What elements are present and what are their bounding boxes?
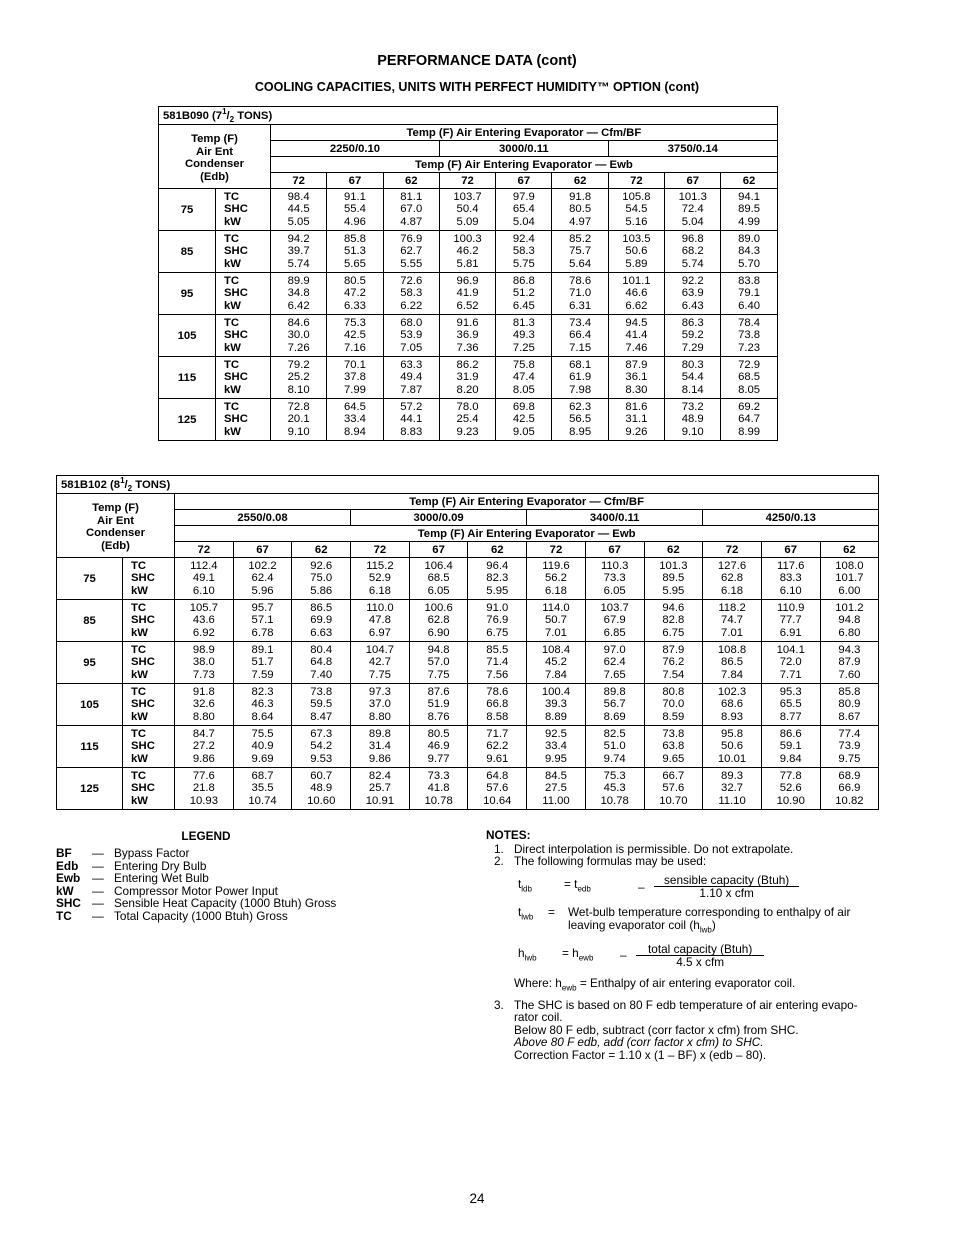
table-cell: 115.2 52.9 6.18 bbox=[351, 558, 410, 600]
page-subtitle: COOLING CAPACITIES, UNITS WITH PERFECT HUMIDITY™ OPTION (cont) bbox=[254, 80, 700, 94]
table-cell: 67.3 54.2 9.53 bbox=[292, 726, 351, 768]
table-cell: 80.5 47.2 6.33 bbox=[327, 273, 383, 315]
table-cell: 71.7 62.2 9.61 bbox=[468, 726, 527, 768]
table-row bbox=[57, 768, 879, 810]
table-cell: 92.6 75.0 5.86 bbox=[292, 558, 351, 600]
cfm-group: 3750/0.14 bbox=[608, 141, 777, 157]
table-cell: 97.0 62.4 7.65 bbox=[585, 642, 644, 684]
table-cell: 84.5 27.5 11.00 bbox=[527, 768, 586, 810]
performance-table-581B090 bbox=[158, 106, 778, 441]
table-cell: 81.6 31.1 9.26 bbox=[608, 399, 664, 441]
ewb-column-header: 62 bbox=[468, 542, 527, 558]
table-cell: 100.4 39.3 8.89 bbox=[527, 684, 586, 726]
table-cell: 94.2 39.7 5.74 bbox=[271, 231, 327, 273]
table-cell: 110.3 73.3 6.05 bbox=[585, 558, 644, 600]
table-cell: 105.7 43.6 6.92 bbox=[175, 600, 234, 642]
row-temp-edb: 95 bbox=[57, 642, 123, 684]
row-labels: TC SHC kW bbox=[216, 357, 271, 399]
table-cell: 60.7 48.9 10.60 bbox=[292, 768, 351, 810]
table-cell: 78.4 73.8 7.23 bbox=[721, 315, 777, 357]
ewb-column-header: 67 bbox=[327, 173, 383, 189]
table-cell: 75.5 40.9 9.69 bbox=[233, 726, 292, 768]
row-labels: TC SHC kW bbox=[123, 600, 175, 642]
ewb-column-header: 62 bbox=[292, 542, 351, 558]
temp-header: Temp (F) Air Ent Condenser (Edb) bbox=[57, 494, 175, 558]
table-cell: 101.2 94.8 6.80 bbox=[820, 600, 879, 642]
note-1: Direct interpolation is permissible. Do not extrapolate. bbox=[514, 841, 794, 856]
ewb-column-header: 72 bbox=[351, 542, 410, 558]
table-cell: 72.9 68.5 8.05 bbox=[721, 357, 777, 399]
table-cell: 94.3 87.9 7.60 bbox=[820, 642, 879, 684]
table-cell: 110.0 47.8 6.97 bbox=[351, 600, 410, 642]
table-cell: 110.9 77.7 6.91 bbox=[761, 600, 820, 642]
table-cell: 94.1 89.5 4.99 bbox=[721, 189, 777, 231]
ewb-column-header: 72 bbox=[271, 173, 327, 189]
table-cell: 89.8 31.4 9.86 bbox=[351, 726, 410, 768]
table-row bbox=[57, 642, 879, 684]
table-cell: 73.8 63.8 9.65 bbox=[644, 726, 703, 768]
page-number: 24 bbox=[469, 1191, 485, 1206]
table-cell: 80.8 70.0 8.59 bbox=[644, 684, 703, 726]
table-cell: 86.8 51.2 6.45 bbox=[496, 273, 552, 315]
table-cell: 87.9 36.1 8.30 bbox=[608, 357, 664, 399]
table-row bbox=[57, 684, 879, 726]
temp-header: Temp (F) Air Ent Condenser (Edb) bbox=[159, 125, 271, 189]
row-temp-edb: 85 bbox=[57, 600, 123, 642]
table-cell: 101.3 89.5 5.95 bbox=[644, 558, 703, 600]
table-cell: 77.8 52.6 10.90 bbox=[761, 768, 820, 810]
legend-item: TC — Total Capacity (1000 Btuh) Gross bbox=[56, 908, 288, 923]
table-cell: 85.8 80.9 8.67 bbox=[820, 684, 879, 726]
table-cell: 72.6 58.3 6.22 bbox=[383, 273, 439, 315]
page-title: PERFORMANCE DATA (cont) bbox=[377, 53, 577, 69]
row-temp-edb: 115 bbox=[57, 726, 123, 768]
table-cell: 80.3 54.4 8.14 bbox=[665, 357, 721, 399]
table-row bbox=[159, 273, 778, 315]
ewb-column-header: 72 bbox=[527, 542, 586, 558]
table-cell: 106.4 68.5 6.05 bbox=[409, 558, 468, 600]
table-row bbox=[159, 399, 778, 441]
ewb-header: Temp (F) Air Entering Evaporator — Ewb bbox=[175, 526, 879, 542]
row-temp-edb: 115 bbox=[159, 357, 216, 399]
table-cell: 101.3 72.4 5.04 bbox=[665, 189, 721, 231]
table-row bbox=[159, 231, 778, 273]
table-model-title: 581B102 ($8^1/_2$ TONS) bbox=[57, 476, 879, 494]
formula-tlwb: $t_{lwb}$ = Wet-bulb temperature corresponding to enthalpy of air leaving evaporator coil $(h_{lwb})$ bbox=[518, 904, 851, 934]
table-cell: 112.4 49.1 6.10 bbox=[175, 558, 234, 600]
table-cell: 97.3 37.0 8.80 bbox=[351, 684, 410, 726]
cfm-header: Temp (F) Air Entering Evaporator — Cfm/BF bbox=[175, 494, 879, 510]
table-cell: 68.0 53.9 7.05 bbox=[383, 315, 439, 357]
table-cell: 75.3 42.5 7.16 bbox=[327, 315, 383, 357]
ewb-column-header: 72 bbox=[703, 542, 762, 558]
table-cell: 91.6 36.9 7.36 bbox=[439, 315, 495, 357]
ewb-column-header: 62 bbox=[383, 173, 439, 189]
cfm-header: Temp (F) Air Entering Evaporator — Cfm/BF bbox=[271, 125, 778, 141]
table-cell: 85.2 75.7 5.64 bbox=[552, 231, 608, 273]
legend-item: BF — Bypass Factor bbox=[56, 846, 190, 860]
table-cell: 80.4 64.8 7.40 bbox=[292, 642, 351, 684]
table-cell: 73.3 41.8 10.78 bbox=[409, 768, 468, 810]
row-labels: TC SHC kW bbox=[216, 189, 271, 231]
table-cell: 73.4 66.4 7.15 bbox=[552, 315, 608, 357]
table-cell: 85.8 51.3 5.65 bbox=[327, 231, 383, 273]
table-cell: 91.8 80.5 4.97 bbox=[552, 189, 608, 231]
table-cell: 118.2 74.7 7.01 bbox=[703, 600, 762, 642]
legend-item: Edb — Entering Dry Bulb bbox=[56, 858, 207, 873]
table-cell: 64.5 33.4 8.94 bbox=[327, 399, 383, 441]
table-cell: 81.1 67.0 4.87 bbox=[383, 189, 439, 231]
table-cell: 87.6 51.9 8.76 bbox=[409, 684, 468, 726]
table-row bbox=[57, 600, 879, 642]
note-3: The SHC is based on 80 F edb temperature of air entering evapo-rator coil. Below 80 F edb, subtract (corr factor x cfm) from SHC. Above 80 F edb, add (corr factor x cfm) to SHC. Correction Factor = 1.10 x (1 – BF) x (edb – 80). bbox=[514, 997, 858, 1063]
table-cell: 94.5 41.4 7.46 bbox=[608, 315, 664, 357]
note-number: 3. bbox=[494, 997, 504, 1012]
table-row bbox=[159, 189, 778, 231]
formula-hlwb: $h_{lwb}$ = $h_{ewb}$ – $\frac{\text{total capacity (Btuh)}}{\text{4.5 x cfm}}$ bbox=[518, 943, 886, 969]
table-cell: 79.2 25.2 8.10 bbox=[271, 357, 327, 399]
table-cell: 92.4 58.3 5.75 bbox=[496, 231, 552, 273]
row-labels: TC SHC kW bbox=[123, 684, 175, 726]
table-cell: 89.0 84.3 5.70 bbox=[721, 231, 777, 273]
table-cell: 98.9 38.0 7.73 bbox=[175, 642, 234, 684]
table-cell: 86.3 59.2 7.29 bbox=[665, 315, 721, 357]
row-temp-edb: 95 bbox=[159, 273, 216, 315]
table-row bbox=[159, 315, 778, 357]
row-temp-edb: 75 bbox=[57, 558, 123, 600]
ewb-column-header: 62 bbox=[552, 173, 608, 189]
table-cell: 92.5 33.4 9.95 bbox=[527, 726, 586, 768]
where-clause: Where: $h_{ewb}$ = Enthalpy of air entering evaporator coil. bbox=[514, 975, 796, 993]
legend-title: LEGEND bbox=[181, 829, 231, 843]
ewb-column-header: 62 bbox=[644, 542, 703, 558]
ewb-column-header: 67 bbox=[665, 173, 721, 189]
ewb-column-header: 62 bbox=[721, 173, 777, 189]
ewb-column-header: 67 bbox=[761, 542, 820, 558]
table-cell: 69.8 42.5 9.05 bbox=[496, 399, 552, 441]
table-cell: 117.6 83.3 6.10 bbox=[761, 558, 820, 600]
table-cell: 105.8 54.5 5.16 bbox=[608, 189, 664, 231]
ewb-column-header: 72 bbox=[175, 542, 234, 558]
legend-item: kW — Compressor Motor Power Input bbox=[56, 883, 278, 898]
cfm-group: 4250/0.13 bbox=[703, 510, 879, 526]
table-cell: 108.4 45.2 7.84 bbox=[527, 642, 586, 684]
table-cell: 89.8 56.7 8.69 bbox=[585, 684, 644, 726]
table-cell: 127.6 62.8 6.18 bbox=[703, 558, 762, 600]
notes-title: NOTES: bbox=[486, 828, 531, 842]
table-cell: 87.9 76.2 7.54 bbox=[644, 642, 703, 684]
table-cell: 95.3 65.5 8.77 bbox=[761, 684, 820, 726]
table-cell: 64.8 57.6 10.64 bbox=[468, 768, 527, 810]
table-cell: 89.9 34.8 6.42 bbox=[271, 273, 327, 315]
ewb-column-header: 67 bbox=[409, 542, 468, 558]
ewb-column-header: 62 bbox=[820, 542, 879, 558]
table-cell: 96.4 82.3 5.95 bbox=[468, 558, 527, 600]
cfm-group: 3400/0.11 bbox=[527, 510, 703, 526]
row-temp-edb: 105 bbox=[159, 315, 216, 357]
row-labels: TC SHC kW bbox=[123, 642, 175, 684]
table-cell: 104.7 42.7 7.75 bbox=[351, 642, 410, 684]
table-cell: 68.1 61.9 7.98 bbox=[552, 357, 608, 399]
table-cell: 91.8 32.6 8.80 bbox=[175, 684, 234, 726]
table-cell: 119.6 56.2 6.18 bbox=[527, 558, 586, 600]
table-cell: 75.8 47.4 8.05 bbox=[496, 357, 552, 399]
row-temp-edb: 75 bbox=[159, 189, 216, 231]
legend-item: SHC — Sensible Heat Capacity (1000 Btuh) Gross bbox=[56, 896, 337, 911]
table-cell: 100.3 46.2 5.81 bbox=[439, 231, 495, 273]
table-cell: 104.1 72.0 7.71 bbox=[761, 642, 820, 684]
table-cell: 75.3 45.3 10.78 bbox=[585, 768, 644, 810]
table-row bbox=[57, 726, 879, 768]
cfm-group: 2550/0.08 bbox=[175, 510, 351, 526]
legend-item: Ewb — Entering Wet Bulb bbox=[56, 871, 209, 886]
cfm-group: 2250/0.10 bbox=[271, 141, 440, 157]
performance-table-581B102 bbox=[56, 475, 879, 810]
table-cell: 69.2 64.7 8.99 bbox=[721, 399, 777, 441]
row-labels: TC SHC kW bbox=[123, 558, 175, 600]
table-cell: 72.8 20.1 9.10 bbox=[271, 399, 327, 441]
table-cell: 76.9 62.7 5.55 bbox=[383, 231, 439, 273]
ewb-header: Temp (F) Air Entering Evaporator — Ewb bbox=[271, 157, 778, 173]
table-cell: 96.8 68.2 5.74 bbox=[665, 231, 721, 273]
table-cell: 70.1 37.8 7.99 bbox=[327, 357, 383, 399]
table-cell: 78.0 25.4 9.23 bbox=[439, 399, 495, 441]
cfm-group: 3000/0.11 bbox=[439, 141, 608, 157]
table-cell: 85.5 71.4 7.56 bbox=[468, 642, 527, 684]
table-cell: 62.3 56.5 8.95 bbox=[552, 399, 608, 441]
table-cell: 91.1 55.4 4.96 bbox=[327, 189, 383, 231]
table-cell: 81.3 49.3 7.25 bbox=[496, 315, 552, 357]
legend bbox=[56, 829, 456, 923]
table-cell: 73.8 59.5 8.47 bbox=[292, 684, 351, 726]
table-cell: 94.6 82.8 6.75 bbox=[644, 600, 703, 642]
table-cell: 78.6 66.8 8.58 bbox=[468, 684, 527, 726]
table-cell: 68.7 35.5 10.74 bbox=[233, 768, 292, 810]
ewb-column-header: 67 bbox=[496, 173, 552, 189]
table-cell: 86.5 69.9 6.63 bbox=[292, 600, 351, 642]
table-cell: 73.2 48.9 9.10 bbox=[665, 399, 721, 441]
table-cell: 92.2 63.9 6.43 bbox=[665, 273, 721, 315]
table-cell: 82.4 25.7 10.91 bbox=[351, 768, 410, 810]
table-cell: 94.8 57.0 7.75 bbox=[409, 642, 468, 684]
table-cell: 83.8 79.1 6.40 bbox=[721, 273, 777, 315]
table-cell: 80.5 46.9 9.77 bbox=[409, 726, 468, 768]
ewb-column-header: 72 bbox=[439, 173, 495, 189]
note-number: 2. bbox=[494, 854, 504, 869]
row-temp-edb: 125 bbox=[57, 768, 123, 810]
table-cell: 108.8 86.5 7.84 bbox=[703, 642, 762, 684]
table-row bbox=[159, 357, 778, 399]
ewb-column-header: 67 bbox=[585, 542, 644, 558]
table-cell: 100.6 62.8 6.90 bbox=[409, 600, 468, 642]
table-cell: 89.1 51.7 7.59 bbox=[233, 642, 292, 684]
cfm-group: 3000/0.09 bbox=[351, 510, 527, 526]
table-cell: 68.9 66.9 10.82 bbox=[820, 768, 879, 810]
table-cell: 77.6 21.8 10.93 bbox=[175, 768, 234, 810]
table-cell: 108.0 101.7 6.00 bbox=[820, 558, 879, 600]
table-cell: 84.6 30.0 7.26 bbox=[271, 315, 327, 357]
note-2: The following formulas may be used: bbox=[514, 854, 707, 869]
row-temp-edb: 85 bbox=[159, 231, 216, 273]
row-labels: TC SHC kW bbox=[123, 726, 175, 768]
table-cell: 66.7 57.6 10.70 bbox=[644, 768, 703, 810]
table-cell: 82.5 51.0 9.74 bbox=[585, 726, 644, 768]
ewb-column-header: 67 bbox=[233, 542, 292, 558]
table-cell: 95.7 57.1 6.78 bbox=[233, 600, 292, 642]
table-cell: 102.3 68.6 8.93 bbox=[703, 684, 762, 726]
row-temp-edb: 105 bbox=[57, 684, 123, 726]
notes bbox=[486, 829, 886, 1062]
table-cell: 82.3 46.3 8.64 bbox=[233, 684, 292, 726]
table-cell: 86.2 31.9 8.20 bbox=[439, 357, 495, 399]
table-cell: 86.6 59.1 9.84 bbox=[761, 726, 820, 768]
table-cell: 114.0 50.7 7.01 bbox=[527, 600, 586, 642]
table-cell: 98.4 44.5 5.05 bbox=[271, 189, 327, 231]
table-cell: 57.2 44.1 8.83 bbox=[383, 399, 439, 441]
row-temp-edb: 125 bbox=[159, 399, 216, 441]
row-labels: TC SHC kW bbox=[216, 273, 271, 315]
formula-tldb: $t_{ldb}$ = $t_{edb}$ – $\frac{\text{sensible capacity (Btuh)}}{\text{1.10 x cfm}}$ bbox=[518, 874, 886, 900]
table-cell: 89.3 32.7 11.10 bbox=[703, 768, 762, 810]
table-cell: 101.1 46.6 6.62 bbox=[608, 273, 664, 315]
row-labels: TC SHC kW bbox=[216, 315, 271, 357]
table-model-title: 581B090 ($7^1/_2$ TONS) bbox=[159, 107, 778, 125]
table-cell: 96.9 41.9 6.52 bbox=[439, 273, 495, 315]
table-cell: 103.7 67.9 6.85 bbox=[585, 600, 644, 642]
table-cell: 95.8 50.6 10.01 bbox=[703, 726, 762, 768]
row-labels: TC SHC kW bbox=[216, 399, 271, 441]
table-cell: 84.7 27.2 9.86 bbox=[175, 726, 234, 768]
table-cell: 103.5 50.6 5.89 bbox=[608, 231, 664, 273]
table-cell: 91.0 76.9 6.75 bbox=[468, 600, 527, 642]
table-cell: 103.7 50.4 5.09 bbox=[439, 189, 495, 231]
ewb-column-header: 72 bbox=[608, 173, 664, 189]
table-cell: 102.2 62.4 5.96 bbox=[233, 558, 292, 600]
table-cell: 97.9 65.4 5.04 bbox=[496, 189, 552, 231]
note-number: 1. bbox=[494, 841, 504, 856]
table-cell: 77.4 73.9 9.75 bbox=[820, 726, 879, 768]
row-labels: TC SHC kW bbox=[123, 768, 175, 810]
table-cell: 78.6 71.0 6.31 bbox=[552, 273, 608, 315]
row-labels: TC SHC kW bbox=[216, 231, 271, 273]
table-row bbox=[57, 558, 879, 600]
table-cell: 63.3 49.4 7.87 bbox=[383, 357, 439, 399]
